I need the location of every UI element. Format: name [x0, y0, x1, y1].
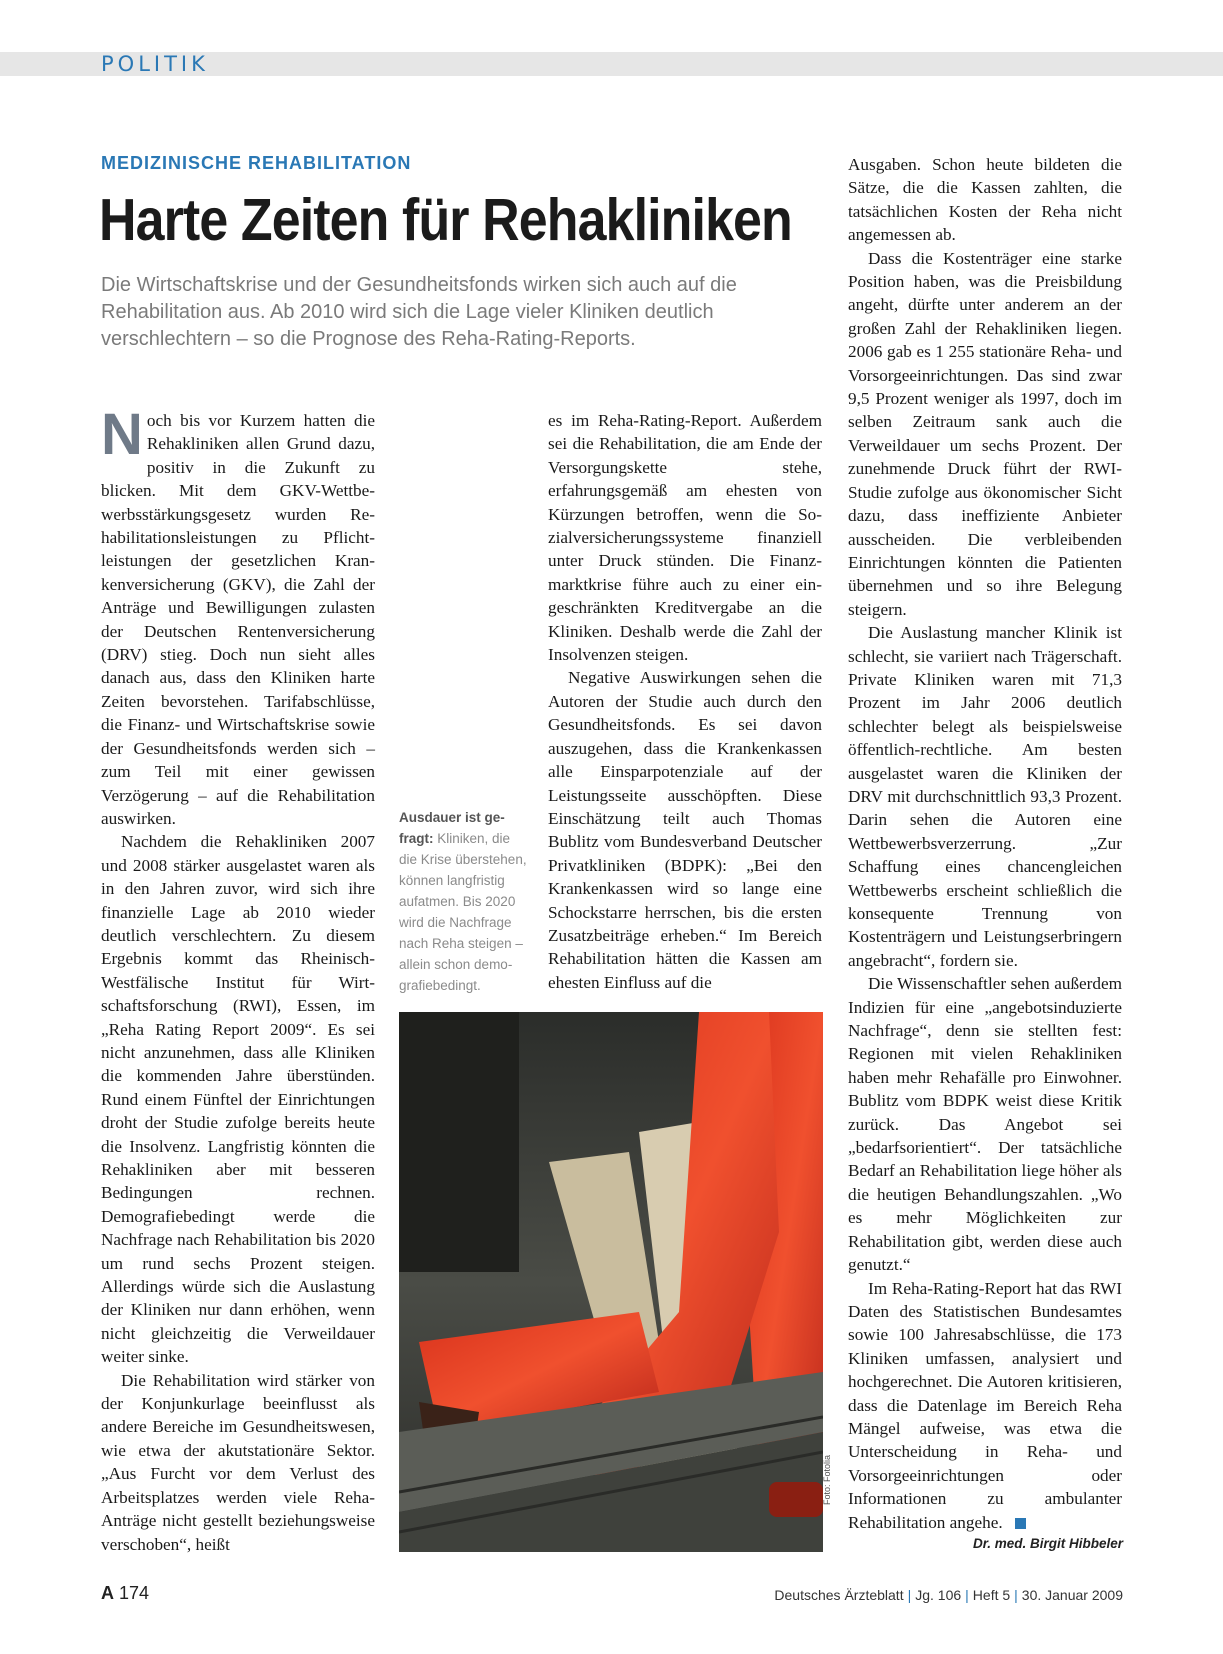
article-author: Dr. med. Birgit Hibbeler — [972, 1536, 1123, 1551]
journal-issue: Heft 5 — [972, 1587, 1011, 1603]
article-lead: Die Wirtschaftskrise und der Gesundheitsfonds wirken sich auch auf die Rehabilitation aus. Ab 2010 wird sich die Lage vieler Kliniken deutlich verschlechtern – so die Prognose des Reha-Rating-Reports. — [101, 274, 737, 350]
paragraph: Die Rehabilitation wird stärker von der Konjunkurlage beeinflusst als andere Bereiche im Gesundheitswesen, wie etwa der akutstationäre Sektor. „Aus Furcht vor dem Verlust des Arbeitsplatzes werden viele Reha-Anträge nicht gestellt beziehungsweise verschoben“, heißt — [101, 1370, 375, 1554]
treadmill-legs-illustration — [399, 1012, 823, 1552]
journal-date: 30. Januar 2009 — [1021, 1587, 1123, 1603]
paragraph: Die Wissenschaftler sehen außerdem Indizien für eine „angebotsinduzierte Nachfrage“, denn sie stellten fest: Regionen mit vielen Rehakliniken haben mehr Rehafälle pro Einwohner. Bublitz vom BDPK weist diese Kritik zurück. Das Angebot sei „bedarfsorientiert“. Der tatsächliche Bedarf an Rehabilitation liege höher als die heutigen Behandlungszahlen. „Wo es mehr Möglichkeiten zur Rehabilitation gibt, werden diese auch genutzt.“ — [848, 974, 1122, 1275]
paragraph: Ausgaben. Schon heute bildeten die Sätze, die die Kassen zahlten, die tatsächlichen Kosten der Reha nicht angemessen ab. — [848, 155, 1122, 245]
paragraph-text: Im Reha-Rating-Report hat das RWI Daten des Statistischen Bundesamtes sowie 100 Jahresabschlüsse, die 173 Kliniken umfassen, analysiert und hochgerechnet. Die Autoren kritisieren, dass die Datenlage im Bereich Reha Mängel aufweise, was etwa die Unterscheidung in Reha- und Vorsorgeeinrichtungen oder Informationen zu ambulanter Rehabilitation angehe. — [848, 1278, 1122, 1532]
drop-cap: N — [101, 402, 143, 467]
paragraph: Dass die Kostenträger eine starke Position haben, was die Preisbildung angeht, dürfte unter anderem an der großen Zahl der Rehakliniken liegen. 2006 gab es 1 255 stationäre Reha- und Vorsorgeeinrichtungen. Das sind zwar 9,5 Prozent weniger als 1997, doch im selben Zeitraum sank auch die Verweildauer um sechs Prozent. Der zunehmende Druck führt der RWI-Studie zufolge aus ökonomischer Sicht dazu, dass ineffiziente Anbieter ausscheiden. Die verbleibenden Einrichtungen könnten die Patienten übernehmen und so ihre Belegung steigern. — [848, 248, 1122, 619]
article-photo — [399, 1012, 823, 1552]
end-mark-icon — [1015, 1518, 1026, 1529]
paragraph — [101, 402, 375, 830]
page-number — [101, 1583, 149, 1604]
photo-caption — [399, 807, 529, 996]
page-number-value: 174 — [119, 1583, 150, 1603]
paragraph: Nachdem die Rehakliniken 2007 und 2008 stärker ausgelastet waren als in den Jahren zuvor, wird sich ihre finanzielle Lage ab 2010 wieder deutlich verschlechtern. Zu diesem Ergebnis kommt das Rheinisch-Westfälische Institut für Wirtschaftsforschung (RWI), Essen, im „Reha Rating Report 2009“. Es sei nicht anzunehmen, dass alle Kliniken die kommenden Jahre überstünden. Rund einem Fünftel der Einrichtungen droht der Studie zufolge bereits heute die Insolvenz. Langfristig könnten die Rehakliniken aber mit besseren Bedingungen rechnen. Demografiebedingt werde die Nachfrage nach Rehabilitation bis 2020 um rund sechs Prozent steigen. Allerdings würde sich die Auslastung der Kliniken nur dann erhöhen, wenn nicht gleichzeitig die Verweildauer weiter sinke. — [101, 832, 375, 1367]
paragraph — [848, 1277, 1122, 1534]
paragraph: Die Auslastung mancher Klinik ist schlecht, sie variiert nach Trägerschaft. Private Kliniken waren mit 71,3 Prozent im Jahr 2006 deutlich schlechter belegt als beispielsweise öffentlich-rechtliche. Am besten ausgelastet waren die Kliniken der DRV mit durchschnittlich 93,3 Prozent. Darin sehen die Autoren eine Wettbewerbsverzerrung. „Zur Schaffung eines chancengleichen Wettbewerbs erscheint schließlich die konsequente Trennung von Kostenträgern und Leistungserbringern angebracht“, fordern sie. — [848, 623, 1122, 970]
footer-separator: | — [907, 1587, 912, 1603]
photo-credit: Foto: Fotolia — [822, 1454, 832, 1505]
article-column-3 — [848, 153, 1122, 1534]
caption-text: Kliniken, die die Krise überstehen, können langfristig aufatmen. Bis 2020 wird die Nachfrage nach Reha steigen – allein schon demografiebedingt. — [399, 831, 527, 993]
paragraph: es im Reha-Rating-Report. Außerdem sei die Rehabilitation, die am Ende der Versorgungskette stehe, erfahrungsgemäß am ehesten von Kürzungen betroffen, wenn die Sozialversicherungssysteme finanziell unter Druck stünden. Die Finanzmarktkrise führe auch zu einer eingeschränkten Kreditvergabe an die Kliniken. Deshalb werde die Zahl der Insolvenzen steigen. — [548, 411, 822, 665]
journal-name: Deutsches Ärzteblatt — [774, 1587, 904, 1603]
article-title: Harte Zeiten für Rehakliniken — [99, 187, 792, 253]
caption-lead: Ausdauer ist gefragt: — [399, 810, 505, 846]
page-prefix: A — [101, 1583, 114, 1603]
article-kicker: MEDIZINISCHE REHABILITATION — [101, 153, 412, 173]
article-column-1 — [101, 402, 375, 1556]
footer-separator: | — [965, 1587, 969, 1603]
section-label: POLITIK — [101, 52, 209, 76]
journal-volume: Jg. 106 — [915, 1587, 962, 1603]
article-column-2 — [548, 409, 822, 994]
footer-separator: | — [1014, 1587, 1018, 1603]
journal-footer — [774, 1587, 1123, 1603]
paragraph: Negative Auswirkungen sehen die Autoren der Studie auch durch den Gesundheitsfonds. Es sei davon auszugehen, dass die Krankenkassen alle Einsparpotenziale auf der Leistungsseite ausschöpften. Diese Einschätzung teilt auch Thomas Bublitz vom Bundesverband Deutscher Privatkliniken (BDPK): „Bei den Krankenkassen wird so lange eine Schockstarre herrschen, bis die ersten Zusatzbeiträge erheben.“ Im Bereich Rehabilitation hätten die Kassen am ehesten Einfluss auf die — [548, 668, 822, 992]
paragraph-text: och bis vor Kurzem hatten die Rehakliniken allen Grund dazu, positiv in die Zukunft zu blicken. Mit dem GKV-Wettbewerbsstärkungsgesetz wurden Rehabilitationsleistungen zu Pflichtleistungen der gesetzlichen Krankenversicherung (GKV), die Zahl der Anträge und Bewilligungen zulasten der Deutschen Rentenversicherung (DRV) stieg. Doch nun sieht alles danach aus, dass den Kliniken harte Zeiten bevorstehen. Tarifabschlüsse, die Finanz- und Wirtschaftskrise sowie der Gesundheitsfonds werden sich – zum Teil mit einer gewissen Verzögerung – auf die Rehabilitation auswirken. — [101, 411, 375, 828]
